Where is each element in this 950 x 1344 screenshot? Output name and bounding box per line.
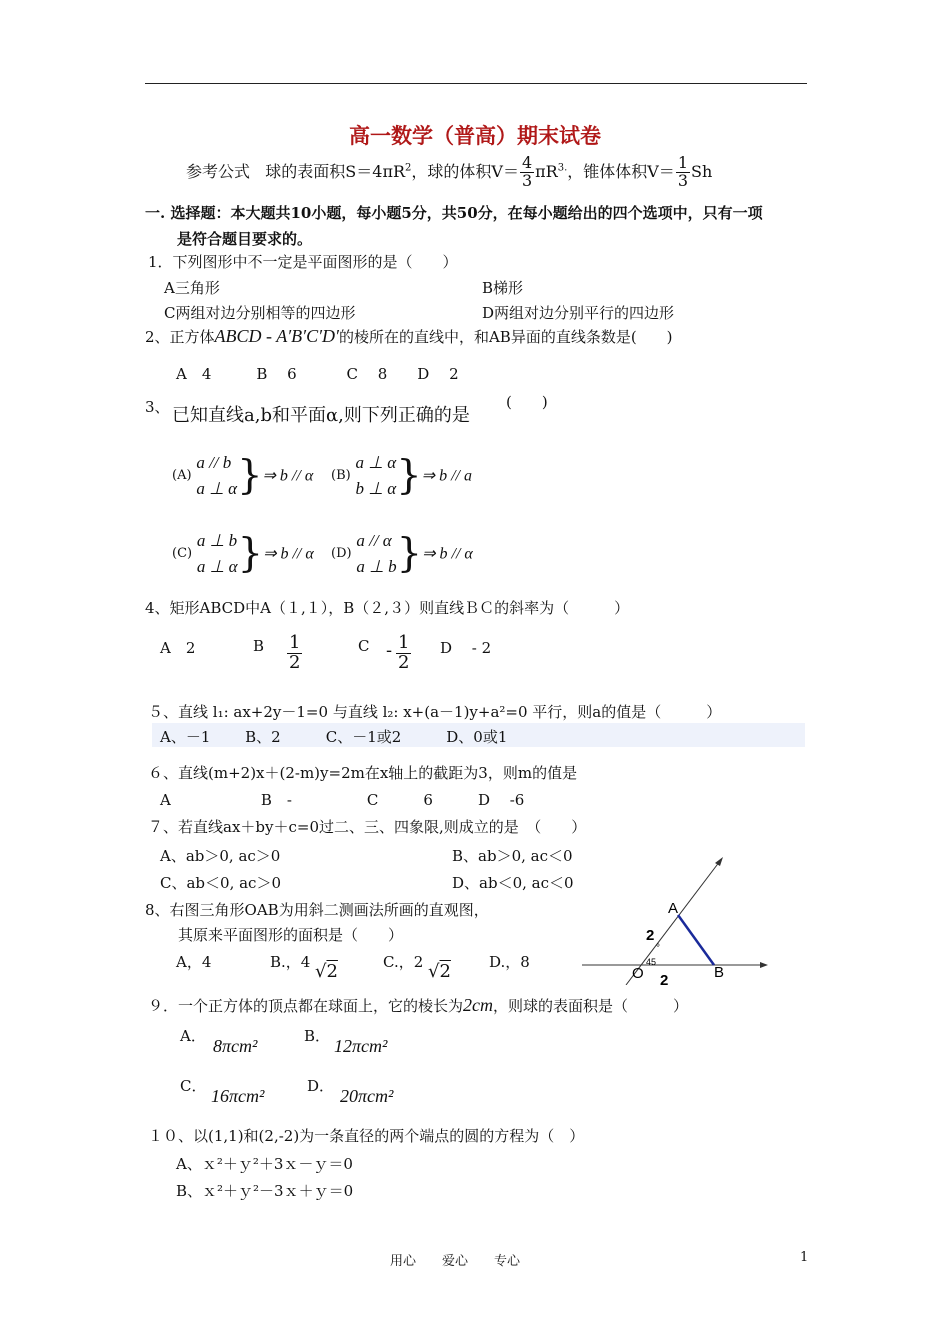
figure-label-oa-length: 2	[646, 927, 655, 944]
q7-option-b: B、ab＞0, ac＜0	[452, 847, 573, 865]
formula-label: 参考公式	[186, 161, 251, 181]
header-rule	[145, 83, 807, 84]
cone-volume-fraction: $\frac{1}{3}$	[677, 153, 688, 190]
cone-volume-rest: Sh	[691, 161, 713, 181]
q3-number: 3、	[145, 398, 170, 416]
figure-label-o: O	[632, 965, 644, 982]
q9-option-d: 20πcm²	[340, 1086, 394, 1106]
q4-option-b-fraction: $\frac{1}{2}$	[289, 632, 301, 673]
q1-option-a: A三角形	[164, 279, 220, 297]
page-title: 高一数学（普高）期末试卷	[349, 123, 601, 148]
sphere-volume-fraction: $\frac{4}{3}$	[521, 153, 533, 190]
q6-options: A B - C 6 D -6	[160, 791, 525, 809]
section-heading-line1: 一. 选择题：本大题共10小题，每小题5分，共50分，在每小题给出的四个选项中，只有一项	[145, 204, 763, 222]
q7-option-d: D、ab＜0, ac＜0	[452, 874, 574, 892]
q7-option-c: C、ab＜0, ac＞0	[160, 874, 281, 892]
q9-option-c: 16πcm²	[211, 1086, 265, 1106]
q8-option-b-radical: √2	[315, 961, 338, 982]
cone-volume-label: ，锥体体积V＝	[567, 161, 675, 181]
q8-option-b: B.，4	[270, 953, 311, 971]
sphere-area-exponent: 2	[405, 162, 412, 174]
q3-option-b: (B) a ⊥ α b ⊥ α }⇒ b // a	[331, 452, 472, 499]
q3-stem: 已知直线a,b和平面α,则下列正确的是	[172, 405, 470, 426]
q9-edge-length: 2cm	[463, 995, 494, 1015]
figure-label-degree: °	[656, 943, 660, 954]
section-heading-line2: 是符合题目要求的。	[177, 230, 313, 248]
q2-stem-pre: 2、正方体	[145, 328, 215, 346]
q4-option-a: A 2	[160, 639, 196, 657]
q4-option-c-fraction: $\frac{1}{2}$	[398, 632, 410, 673]
sphere-volume-rest: πR	[535, 161, 558, 181]
q8-stem-line2: 其原来平面图形的面积是（ ）	[178, 926, 404, 944]
q8-option-a: A，4	[176, 953, 212, 971]
q4-option-c-label: C	[358, 637, 370, 655]
sphere-area-formula: 球的表面积S＝4πR	[265, 161, 406, 181]
q1-option-c: C两组对边分别相等的四边形	[164, 304, 356, 322]
sphere-volume-label: ，球的体积V＝	[411, 161, 519, 181]
q9-option-c-label: C．	[180, 1077, 207, 1095]
q5-options: A、－1 B、2 C、－1或2 D、0或1	[160, 728, 508, 746]
q1-option-d: D两组对边分别平行的四边形	[482, 304, 675, 322]
q2-options: A 4 B 6 C 8 D 2	[176, 365, 459, 383]
q1-option-b: B梯形	[482, 279, 524, 297]
q2-cube-name: ABCD - A′B′C′D′	[214, 326, 339, 346]
q9-option-d-label: D．	[307, 1077, 335, 1095]
q10-option-b: B、ｘ²＋ｙ²－3ｘ＋ｙ＝0	[176, 1182, 354, 1200]
q7-stem: ７、若直线ax＋by＋c=0过二、三、四象限,则成立的是 （ ）	[148, 818, 587, 836]
q7-option-a: A、ab＞0, ac＞0	[160, 847, 281, 865]
q2-stem-post: 的棱所在的直线中，和AB异面的直线条数是( )	[338, 328, 673, 346]
q6-stem: ６、直线(m+2)x＋(2-m)y=2m在x轴上的截距为3，则m的值是	[148, 764, 578, 782]
q8-oblique-triangle-figure	[578, 855, 778, 985]
q8-option-c: C.，2	[383, 953, 424, 971]
q5-stem: ５、直线 l₁: ax+2y－1=0 与直线 l₂: x+(a－1)y+a²=0 平行，则a的值是（ ）	[148, 703, 722, 721]
q10-option-a: A、ｘ²＋ｙ²＋3ｘ－ｙ＝0	[176, 1155, 353, 1173]
q9-stem: ９．一个正方体的顶点都在球面上，它的棱长为2cm，则球的表面积是（ ）	[148, 995, 689, 1015]
figure-segment-ab	[678, 915, 714, 965]
figure-label-a: A	[668, 900, 679, 917]
q4-option-c-sign: -	[386, 640, 393, 661]
figure-label-angle: 45	[646, 957, 657, 967]
q8-option-d: D.，8	[489, 953, 530, 971]
q8-option-c-radical: √2	[428, 961, 451, 982]
q4-option-d: D - 2	[440, 639, 492, 657]
figure-label-b: B	[714, 964, 725, 981]
q9-option-b-label: B．	[304, 1027, 331, 1045]
q9-option-b: 12πcm²	[334, 1036, 388, 1056]
figure-x-axis-arrow	[760, 962, 768, 968]
figure-oblique-axis-arrow	[715, 857, 723, 866]
q4-option-b-label: B	[253, 637, 265, 655]
q3-option-a: (A) a // b a ⊥ α }⇒ b // α	[172, 452, 314, 499]
q3-option-d: (D) a // α a ⊥ b }⇒ b // α	[331, 530, 473, 577]
q10-stem: １０、以(1,1)和(2,-2)为一条直径的两个端点的圆的方程为（ ）	[148, 1127, 585, 1145]
q1-stem: 1．下列图形中不一定是平面图形的是（ ）	[148, 253, 458, 271]
q4-stem: 4、矩形ABCD中A（１,１），B（２,３）则直线ＢＣ的斜率为（ ）	[145, 599, 630, 617]
reference-formulas	[186, 155, 712, 190]
q2-stem	[145, 326, 673, 347]
q8-stem-line1: 8、右图三角形OAB为用斜二测画法所画的直观图，	[145, 901, 489, 919]
sphere-volume-exponent: 3.	[557, 162, 568, 174]
q3-option-c: (C) a ⊥ b a ⊥ α }⇒ b // α	[172, 530, 314, 577]
q3-paren: ( )	[506, 393, 548, 411]
q9-option-a: 8πcm²	[213, 1036, 258, 1056]
page-number: 1	[800, 1250, 809, 1265]
q9-option-a-label: A．	[180, 1027, 206, 1045]
figure-label-ob-length: 2	[660, 972, 669, 985]
page-footer: 用心 爱心 专心	[390, 1254, 521, 1269]
